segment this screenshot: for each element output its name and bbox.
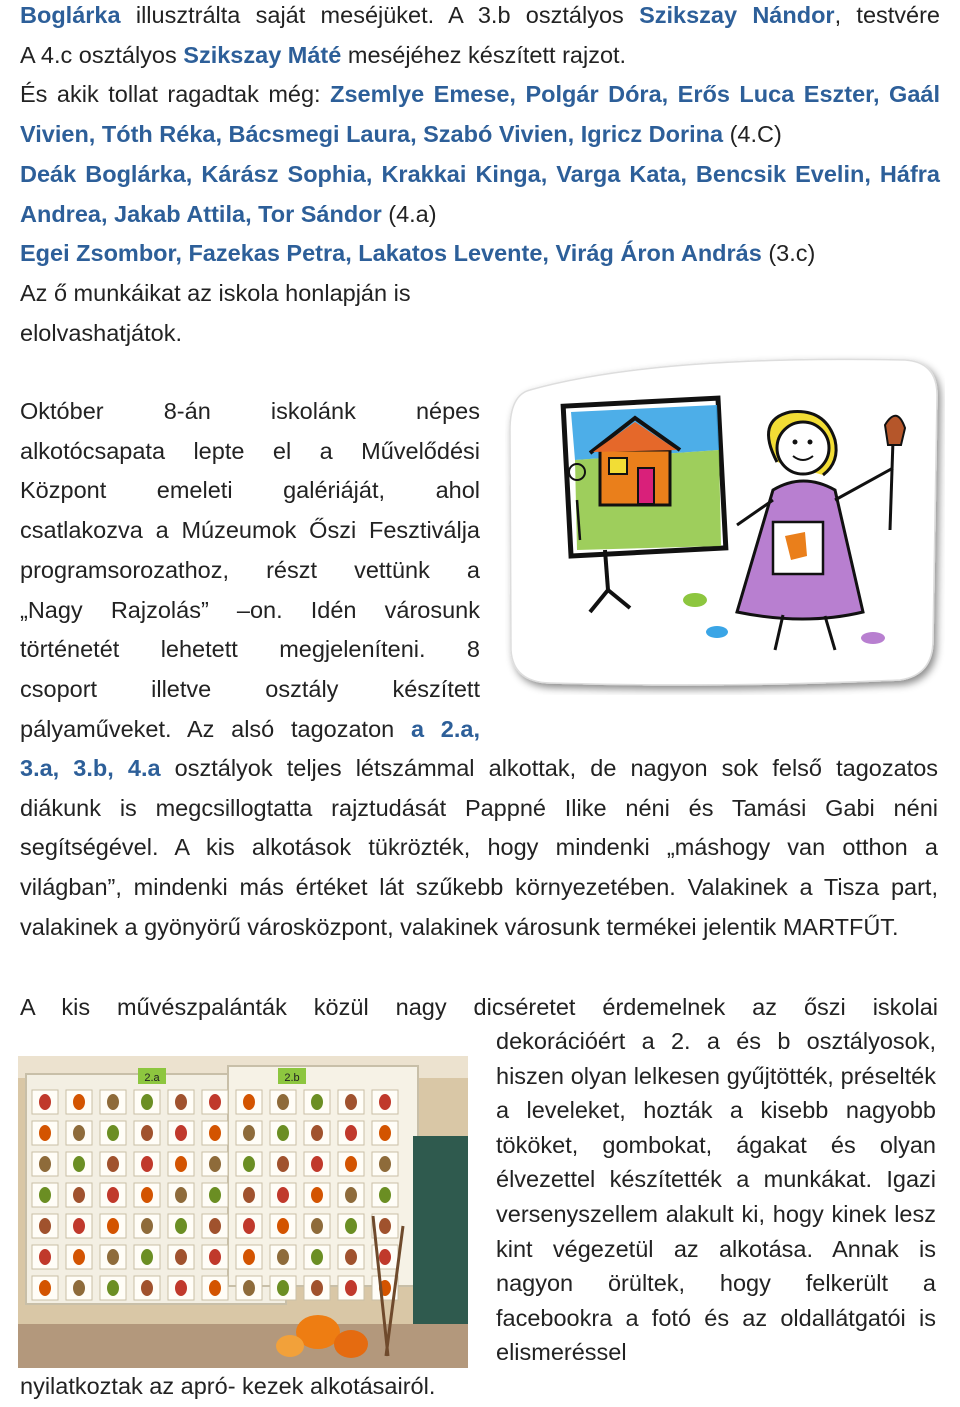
author-name: Szikszay Máté xyxy=(183,41,342,68)
leaf-mark xyxy=(39,1218,51,1234)
leaf-mark xyxy=(209,1156,221,1172)
leaf-mark xyxy=(311,1094,323,1110)
leaf-mark xyxy=(175,1280,187,1296)
leaf-mark xyxy=(209,1280,221,1296)
leaf-mark xyxy=(73,1218,85,1234)
leaf-mark xyxy=(311,1280,323,1296)
october-line: történetét lehetett megjeleníteni. 8 xyxy=(20,636,480,663)
leaf-mark xyxy=(209,1187,221,1203)
leaf-mark xyxy=(243,1156,255,1172)
intro-line-7 xyxy=(20,234,940,274)
leaf-mark xyxy=(243,1187,255,1203)
leaf-mark xyxy=(107,1249,119,1265)
leaf-mark xyxy=(311,1249,323,1265)
author-name: Boglárka xyxy=(20,2,121,28)
class-label: (4.C) xyxy=(723,121,782,148)
leaf-mark xyxy=(243,1125,255,1141)
intro-text: , testvére xyxy=(834,2,941,28)
leaf-mark xyxy=(39,1156,51,1172)
author-names: Deák Boglárka, Kárász Sophia, Krakkai Kinga, Varga Kata, Bencsik Evelin, Háfra xyxy=(20,160,940,187)
leaf-mark xyxy=(141,1125,153,1141)
intro-text: A 4.c osztályos xyxy=(20,41,184,68)
leaf-mark xyxy=(311,1187,323,1203)
leaf-mark xyxy=(141,1094,153,1110)
pumpkin xyxy=(334,1330,368,1358)
leaf-mark xyxy=(243,1280,255,1296)
october-line: csatlakozva a Múzeumok Őszi Fesztiválja xyxy=(20,517,480,544)
october-text: pályaműveket. Az alsó tagozaton xyxy=(20,715,411,742)
intro-text: És akik tollat ragadtak még: xyxy=(20,81,331,108)
leaf-mark xyxy=(243,1094,255,1110)
leaf-mark xyxy=(39,1094,51,1110)
leaf-mark xyxy=(175,1187,187,1203)
intro-text: meséjéhez készített rajzot. xyxy=(341,41,627,68)
leaf-mark xyxy=(379,1218,391,1234)
class-list: 3.a, 3.b, 4.a xyxy=(20,755,161,781)
leaf-mark xyxy=(39,1125,51,1141)
leaf-mark xyxy=(277,1187,289,1203)
leaf-mark xyxy=(175,1249,187,1265)
october-line: „Nagy Rajzolás” –on. Idén városunk xyxy=(20,596,480,623)
leaf-mark xyxy=(311,1156,323,1172)
leaf-mark xyxy=(107,1187,119,1203)
leaf-mark xyxy=(345,1156,357,1172)
intro-text: illusztrálta saját meséjüket. A 3.b osztályos xyxy=(120,2,640,28)
leaf-mark xyxy=(277,1280,289,1296)
leaf-mark xyxy=(73,1187,85,1203)
leaf-mark xyxy=(379,1249,391,1265)
leaf-mark xyxy=(73,1156,85,1172)
author-names: Vivien, Tóth Réka, Bácsmegi Laura, Szabó Vivien, Igricz Dorina xyxy=(20,121,724,148)
leaf-mark xyxy=(243,1249,255,1265)
board-label-left: 2.a xyxy=(144,1072,160,1084)
october-paragraph xyxy=(20,392,480,749)
leaf-mark xyxy=(141,1218,153,1234)
decor-side-text: dekorációért a 2. a és b osztályosok, hiszen olyan lelkesen gyűjtötték, préselték a leveleket, hozták a kisebb nagyobb tököket, gombokat, ágakat és olyan élvezettel készítették a munkákat. Igazi versenyszellem alakult ki, hogy kinek lesz kint végezetül az alkotása. Annak is nagyon örültek, hogy felkerült a facebookra a fotó és az oldallátgatói is elismeréssel xyxy=(496,1028,936,1366)
leaf-mark xyxy=(107,1280,119,1296)
leaf-mark xyxy=(73,1125,85,1141)
classroom-decor-photo xyxy=(18,1056,468,1368)
october-text: osztályok teljes létszámmal alkottak, de nagyon sok felső tagozatos xyxy=(160,755,939,781)
child-drawing-illustration xyxy=(505,350,945,695)
october-rest: diákunk is megcsillogtatta rajztudását Pappné Ilike néni és Tamási Gabi néni segítségével. A kis alkotások tükrözték, hogy mindenki „máshogy van otthon a világban”, mindenki más értéket lát szűkebb környezetében. Valakinek a Tisza part, valakinek a gyönyörű városközpont, valakinek városunk termékei jelentik MARTFŰT. xyxy=(20,794,938,940)
october-line: Központ emeleti galériáját, ahol xyxy=(20,477,480,504)
author-names: Egei Zsombor, Fazekas Petra, Lakatos Levente, Virág Áron András xyxy=(20,240,762,267)
author-name: Szikszay Nándor xyxy=(639,2,835,28)
decor-text: A kis művészpalánták közül nagy dicséretet érdemelnek az őszi iskolai xyxy=(20,994,938,1020)
leaf-mark xyxy=(175,1094,187,1110)
intro-paragraph xyxy=(20,0,940,353)
leaf-mark xyxy=(277,1094,289,1110)
leaf-mark xyxy=(73,1280,85,1296)
intro-line-8: Az ő munkáikat az iskola honlapján is xyxy=(20,279,411,306)
october-line xyxy=(20,710,480,750)
pumpkin xyxy=(276,1335,304,1357)
leaf-mark xyxy=(209,1125,221,1141)
leaf-mark xyxy=(175,1156,187,1172)
leaf-mark xyxy=(39,1249,51,1265)
leaf-mark xyxy=(311,1218,323,1234)
leaf-mark xyxy=(243,1218,255,1234)
leaf-mark xyxy=(277,1218,289,1234)
leaf-mark xyxy=(209,1249,221,1265)
leaf-mark xyxy=(277,1156,289,1172)
leaf-mark xyxy=(107,1125,119,1141)
october-continued xyxy=(20,749,938,948)
leaf-mark xyxy=(175,1125,187,1141)
leaf-mark xyxy=(277,1249,289,1265)
leaf-mark xyxy=(345,1125,357,1141)
intro-line-4 xyxy=(20,115,940,155)
leaf-mark xyxy=(107,1156,119,1172)
leaf-mark xyxy=(39,1280,51,1296)
closing-line: nyilatkoztak az apró- kezek alkotásairól. xyxy=(20,1373,436,1399)
board-label-right: 2.b xyxy=(284,1072,300,1084)
october-line: Október 8-án iskolánk népes xyxy=(20,398,480,424)
intro-line-1 xyxy=(20,0,940,36)
october-line: alkotócsapata lepte el a Művelődési xyxy=(20,437,480,464)
decor-first-line xyxy=(20,988,938,1028)
leaf-mark xyxy=(345,1187,357,1203)
intro-line-6 xyxy=(20,195,940,235)
intro-line-9: elolvashatjátok. xyxy=(20,319,182,346)
leaf-mark xyxy=(39,1187,51,1203)
leaf-mark xyxy=(379,1156,391,1172)
october-line xyxy=(20,749,938,789)
intro-line-2 xyxy=(20,36,940,76)
leaf-mark xyxy=(141,1280,153,1296)
october-line: programsorozathoz, részt vettünk a xyxy=(20,556,480,583)
leaf-mark xyxy=(175,1218,187,1234)
author-names: Andrea, Jakab Attila, Tor Sándor xyxy=(20,200,382,227)
leaf-mark xyxy=(107,1094,119,1110)
leaf-mark xyxy=(141,1187,153,1203)
leaf-mark xyxy=(379,1094,391,1110)
leaf-mark xyxy=(209,1218,221,1234)
leaf-mark xyxy=(209,1094,221,1110)
leaf-mark xyxy=(73,1249,85,1265)
class-label: (3.c) xyxy=(761,240,816,267)
october-line: csoport illetve osztály készített xyxy=(20,675,480,702)
leaf-mark xyxy=(107,1218,119,1234)
intro-line-3 xyxy=(20,75,940,115)
leaf-mark xyxy=(141,1249,153,1265)
class-label: (4.a) xyxy=(381,200,437,227)
leaf-mark xyxy=(345,1094,357,1110)
leaf-mark xyxy=(345,1249,357,1265)
leaf-mark xyxy=(277,1125,289,1141)
class-list: a 2.a, xyxy=(410,715,480,742)
leaf-mark xyxy=(345,1280,357,1296)
leaf-mark xyxy=(379,1187,391,1203)
leaf-mark xyxy=(345,1218,357,1234)
author-names: Zsemlye Emese, Polgár Dóra, Erős Luca Eszter, Gaál xyxy=(330,81,941,108)
leaf-mark xyxy=(73,1094,85,1110)
leaf-cards xyxy=(32,1090,398,1300)
leaf-mark xyxy=(379,1125,391,1141)
leaf-mark xyxy=(141,1156,153,1172)
leaf-mark xyxy=(311,1125,323,1141)
floor xyxy=(18,1324,468,1368)
